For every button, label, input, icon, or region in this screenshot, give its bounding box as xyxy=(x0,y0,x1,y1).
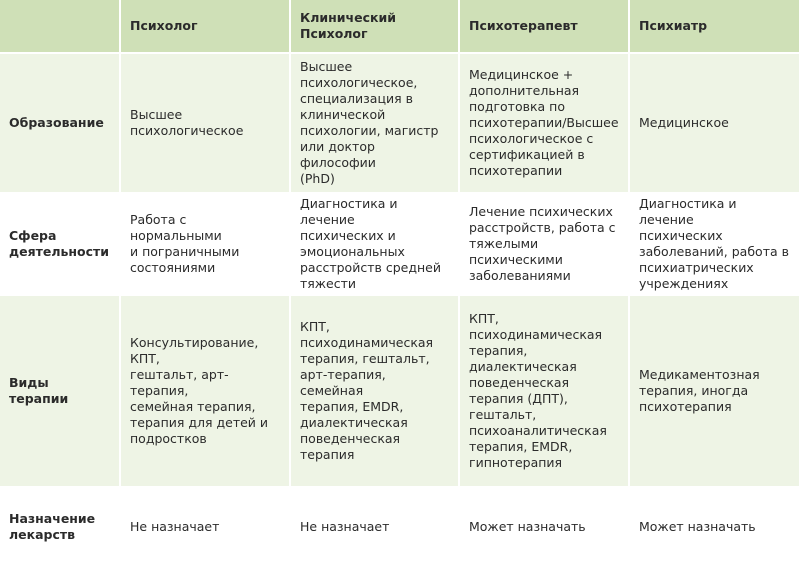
table-cell: Диагностика и лечение психических заболеваний, работа в психиатрических учреждениях xyxy=(629,193,800,295)
header-row xyxy=(0,0,800,53)
row-label: Сфера деятельности xyxy=(0,193,120,295)
table-row xyxy=(0,53,800,193)
header-clinical-psychologist: Клинический Психолог xyxy=(290,0,459,53)
table-cell: Не назначает xyxy=(290,487,459,567)
table-cell: КПТ, психодинамическая терапия, диалектическая поведенческая терапия (ДПТ), гештальт, психоаналитическая терапия, EMDR, гипнотерапия xyxy=(459,295,629,487)
row-label: Образование xyxy=(0,53,120,193)
header-psychologist: Психолог xyxy=(120,0,290,53)
table-cell: Лечение психических расстройств, работа с тяжелыми психическими заболеваниями xyxy=(459,193,629,295)
table-cell: Высшее психологическое xyxy=(120,53,290,193)
row-label: Виды терапии xyxy=(0,295,120,487)
table-cell: Медицинское + дополнительная подготовка по психотерапии/Высшее психологическое с сертификацией в психотерапии xyxy=(459,53,629,193)
table-row xyxy=(0,193,800,295)
table-cell: Высшее психологическое, специализация в клинической психологии, магистр или доктор философии (PhD) xyxy=(290,53,459,193)
table-cell: Медикаментозная терапия, иногда психотерапия xyxy=(629,295,800,487)
table-cell: КПТ, психодинамическая терапия, гештальт, арт-терапия, семейная терапия, EMDR, диалектическая поведенческая терапия xyxy=(290,295,459,487)
table-cell: Медицинское xyxy=(629,53,800,193)
table-cell: Не назначает xyxy=(120,487,290,567)
header-psychotherapist: Психотерапевт xyxy=(459,0,629,53)
table-row xyxy=(0,295,800,487)
header-psychiatrist: Психиатр xyxy=(629,0,800,53)
table-row xyxy=(0,487,800,567)
table-cell: Диагностика и лечение психических и эмоциональных расстройств средней тяжести xyxy=(290,193,459,295)
table-cell: Может назначать xyxy=(629,487,800,567)
table-cell: Работа с нормальными и пограничными состояниями xyxy=(120,193,290,295)
row-label: Назначение лекарств xyxy=(0,487,120,567)
table-cell: Может назначать xyxy=(459,487,629,567)
header-corner xyxy=(0,0,120,53)
table-cell: Консультирование, КПТ, гештальт, арт-терапия, семейная терапия, терапия для детей и подростков xyxy=(120,295,290,487)
